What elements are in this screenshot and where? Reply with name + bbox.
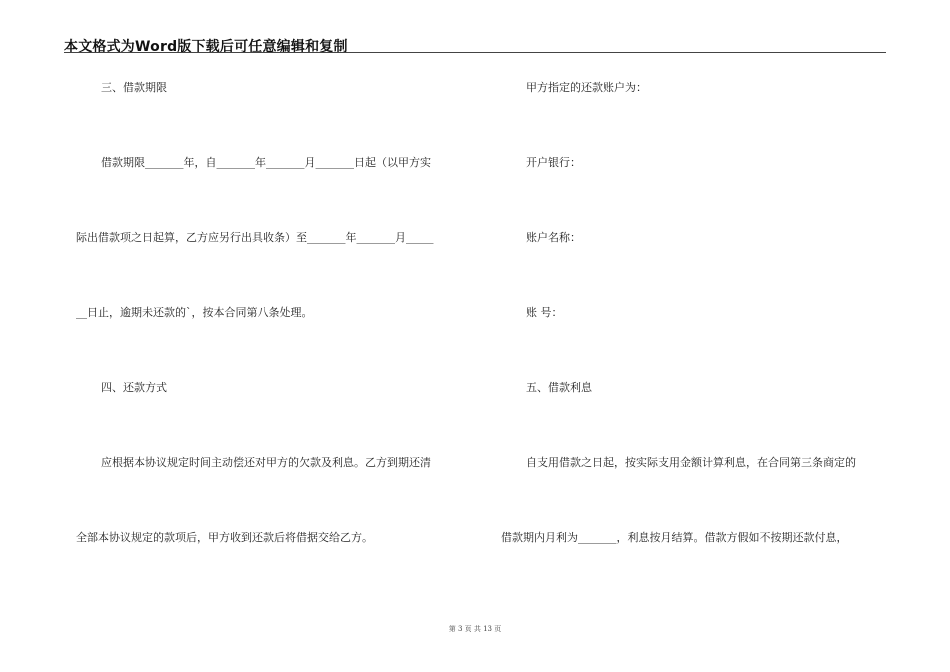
account-name-label: 账户名称： [526, 231, 581, 244]
header-divider [64, 52, 886, 53]
section5-paragraph-line2: 借款期内月利为_______，利息按月结算。借款方假如不按期还款付息， [501, 531, 848, 544]
account-number-label: 账 号： [526, 306, 563, 319]
section5-paragraph-line1: 自支用借款之日起，按实际支用金额计算利息，在合同第三条商定的 [526, 456, 856, 469]
section3-heading: 三、借款期限 [101, 81, 167, 94]
section4-paragraph-line2: 全部本协议规定的款项后，甲方收到还款后将借据交给乙方。 [76, 531, 373, 544]
section3-paragraph-line2: 际出借款项之日起算，乙方应另行出具收条）至_______年_______月_____ [76, 231, 434, 244]
section5-heading: 五、借款利息 [526, 381, 592, 394]
account-intro: 甲方指定的还款账户为： [526, 81, 647, 94]
section3-paragraph-line1: 借款期限_______年，自_______年_______月_______日起（以甲方实 [101, 156, 431, 169]
page-number: 第 3 页 共 13 页 [448, 625, 502, 633]
bank-label: 开户银行： [526, 156, 581, 169]
section3-paragraph-line3: __日止，逾期未还款的`，按本合同第八条处理。 [76, 306, 313, 319]
document-header-title: 本文格式为Word版下载后可任意编辑和复制 [64, 39, 348, 55]
section4-paragraph-line1: 应根据本协议规定时间主动偿还对甲方的欠款及利息。乙方到期还清 [101, 456, 431, 469]
section4-heading: 四、还款方式 [101, 381, 167, 394]
